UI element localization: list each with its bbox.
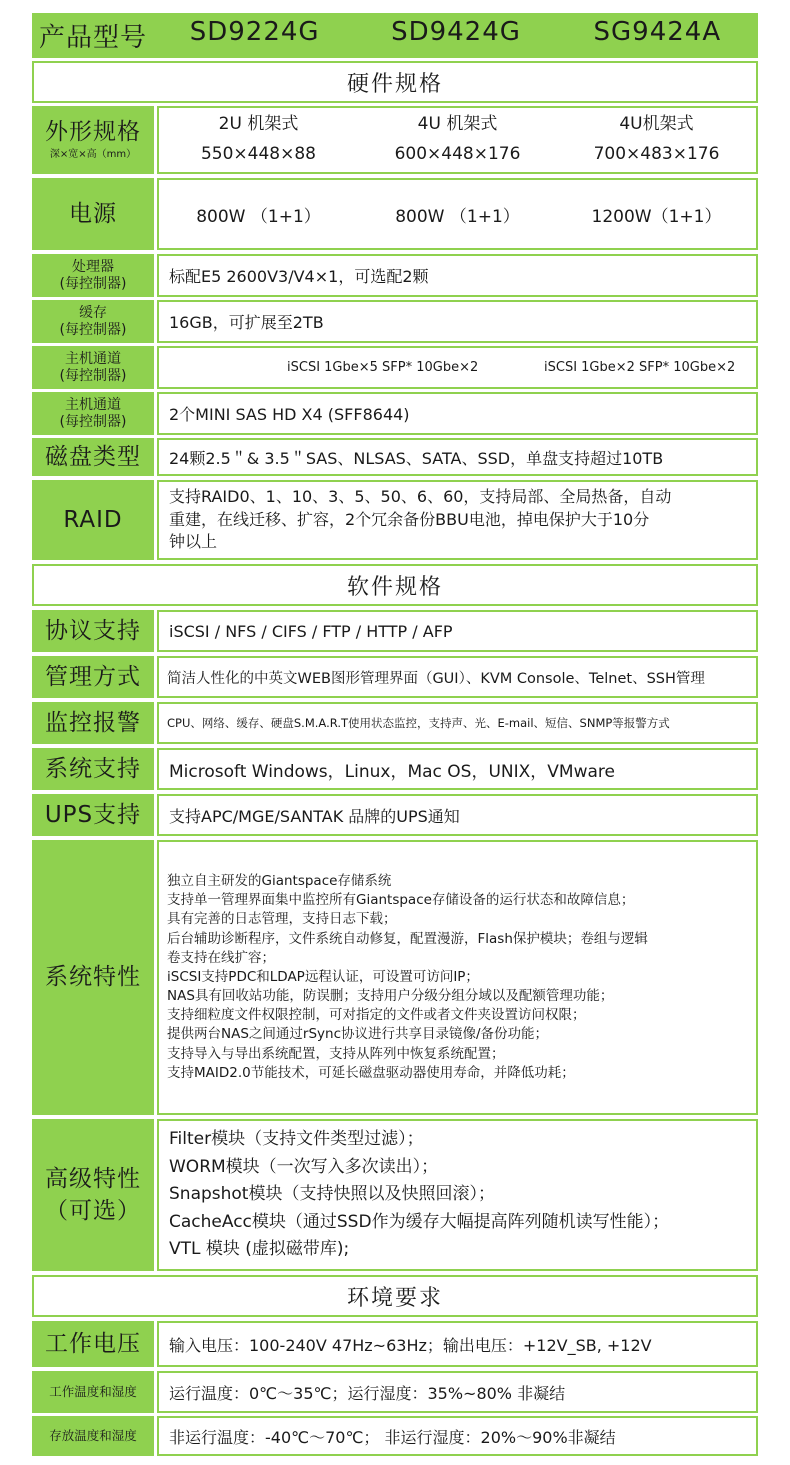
- power-columns: [159, 202, 756, 227]
- feature-line: NAS具有回收站功能，防误删；支持用户分级分组分域以及配额管理功能；: [167, 988, 614, 1005]
- feature-line: 卷支持在线扩容；: [167, 949, 275, 966]
- advanced-line: Filter模块（支持文件类型过滤）；: [169, 1129, 424, 1150]
- label-monitoring: 监控报警: [32, 702, 154, 744]
- label-form-factor: [32, 106, 154, 174]
- value-power: [157, 178, 758, 250]
- value-advanced: [157, 1119, 758, 1271]
- form-factor-sublabel: 深×宽×高（mm）: [49, 149, 137, 161]
- value-form-factor: [157, 106, 758, 174]
- value-operating: 运行温度：0℃～35℃；运行湿度：35%~80% 非凝结: [157, 1371, 758, 1413]
- model-sd9424g: SD9424G: [391, 17, 521, 47]
- value-host-channel-1: [157, 346, 758, 389]
- raid-line: 重建，在线迁移、扩容，2个冗余备份BBU电池，掉电保护大于10分: [169, 509, 650, 529]
- value-raid: [157, 480, 758, 560]
- form-factor-col-1: 2U 机架式 550×448×88: [200, 114, 316, 164]
- value-os-support: Microsoft Windows，Linux，Mac OS，UNIX，VMware: [157, 748, 758, 790]
- feature-line: 具有完善的日志管理，支持日志下载；: [167, 911, 397, 928]
- label-operating: 工作温度和湿度: [32, 1371, 154, 1413]
- value-host-channel-2: 2个MINI SAS HD X4 (SFF8644): [157, 392, 758, 435]
- host-channel-col-2: iSCSI 1Gbe×5 SFP* 10Gbe×2: [287, 360, 479, 375]
- feature-line: 支持导入与导出系统配置，支持从阵列中恢复系统配置；: [167, 1045, 505, 1062]
- power-col-3: 1200W（1+1）: [591, 206, 722, 227]
- value-ups: 支持APC/MGE/SANTAK 品牌的UPS通知: [157, 794, 758, 836]
- label-os-support: 系统支持: [32, 748, 154, 790]
- label-power: 电源: [32, 178, 154, 250]
- model-sd9224g: SD9224G: [189, 17, 320, 47]
- host-channel-col-3: iSCSI 1Gbe×2 SFP* 10Gbe×2: [544, 360, 736, 375]
- raid-line: 支持RAID0、1、10、3、5、50、6、60，支持局部、全局热备，自动: [169, 487, 672, 507]
- value-storage: 非运行温度：-40℃～70℃； 非运行湿度：20%～90%非凝结: [157, 1416, 758, 1456]
- form-factor-col-2: 4U 机架式 600×448×176: [394, 114, 521, 164]
- power-col-2: 800W （1+1）: [395, 206, 520, 227]
- label-management: 管理方式: [32, 656, 154, 698]
- model-sg9424a: SG9424A: [593, 17, 722, 47]
- power-col-1: 800W （1+1）: [196, 206, 321, 227]
- label-ups: UPS支持: [32, 794, 154, 836]
- form-factor-col-3: 4U机架式 700×483×176: [593, 114, 720, 164]
- advanced-line: VTL 模块 (虚拟磁带库);: [169, 1239, 350, 1260]
- advanced-line: Snapshot模块（支持快照以及快照回滚）；: [169, 1184, 495, 1205]
- feature-line: 支持单一管理界面集中监控所有Giantspace存储设备的运行状态和故障信息；: [167, 892, 635, 909]
- label-cache: 缓存 (每控制器): [32, 300, 154, 343]
- section-hardware: 硬件规格: [32, 61, 758, 103]
- value-features: [157, 840, 758, 1115]
- label-disk-type: 磁盘类型: [32, 438, 154, 476]
- label-host-channel-1: 主机通道 (每控制器): [32, 346, 154, 389]
- value-cache: 16GB，可扩展至2TB: [157, 300, 758, 343]
- form-factor-label: 外形规格: [45, 119, 141, 146]
- feature-line: 提供两台NAS之间通过rSync协议进行共享目录镜像/备份功能；: [167, 1026, 549, 1043]
- feature-line: 支持MAID2.0节能技术，可延长磁盘驱动器使用寿命，并降低功耗；: [167, 1064, 575, 1081]
- feature-line: iSCSI支持PDC和LDAP远程认证，可设置可访问IP；: [167, 968, 479, 985]
- section-software: 软件规格: [32, 564, 758, 606]
- advanced-line: WORM模块（一次写入多次读出）；: [169, 1156, 439, 1177]
- label-voltage: 工作电压: [32, 1321, 154, 1367]
- section-environment: 环境要求: [32, 1275, 758, 1317]
- advanced-line: CacheAcc模块（通过SSD作为缓存大幅提高阵列随机读写性能）；: [169, 1211, 670, 1232]
- label-raid: RAID: [32, 480, 154, 560]
- form-factor-columns: [159, 110, 756, 170]
- label-host-channel-2: 主机通道 (每控制器): [32, 392, 154, 435]
- value-disk-type: 24颗2.5＂& 3.5＂SAS、NLSAS、SATA、SSD，单盘支持超过10TB: [157, 438, 758, 476]
- value-protocol: iSCSI / NFS / CIFS / FTP / HTTP / AFP: [157, 610, 758, 652]
- value-management: 简洁人性化的中英文WEB图形管理界面（GUI）、KVM Console、Telnet、SSH管理: [157, 656, 758, 698]
- label-protocol: 协议支持: [32, 610, 154, 652]
- label-features: 系统特性: [32, 840, 154, 1115]
- raid-line: 钟以上: [169, 532, 218, 552]
- feature-line: 后台辅助诊断程序，文件系统自动修复，配置漫游，Flash保护模块；卷组与逻辑: [167, 930, 648, 947]
- header-label: 产品型号: [38, 23, 147, 53]
- header-row: [32, 13, 758, 58]
- value-processor: 标配E5 2600V3/V4×1，可选配2颗: [157, 254, 758, 297]
- feature-line: 独立自主研发的Giantspace存储系统: [167, 873, 392, 890]
- header-columns: [32, 17, 758, 54]
- value-voltage: 输入电压：100-240V 47Hz~63Hz；输出电压：+12V_SB, +12V: [157, 1321, 758, 1367]
- label-storage: 存放温度和湿度: [32, 1416, 154, 1456]
- label-processor: 处理器 (每控制器): [32, 254, 154, 297]
- label-advanced: 高级特性 （可选）: [32, 1119, 154, 1271]
- feature-line: 支持细粒度文件权限控制，可对指定的文件或者文件夹设置访问权限；: [167, 1007, 586, 1024]
- value-monitoring: CPU、网络、缓存、硬盘S.M.A.R.T使用状态监控，支持声、光、E-mail、短信、SNMP等报警方式: [157, 702, 758, 744]
